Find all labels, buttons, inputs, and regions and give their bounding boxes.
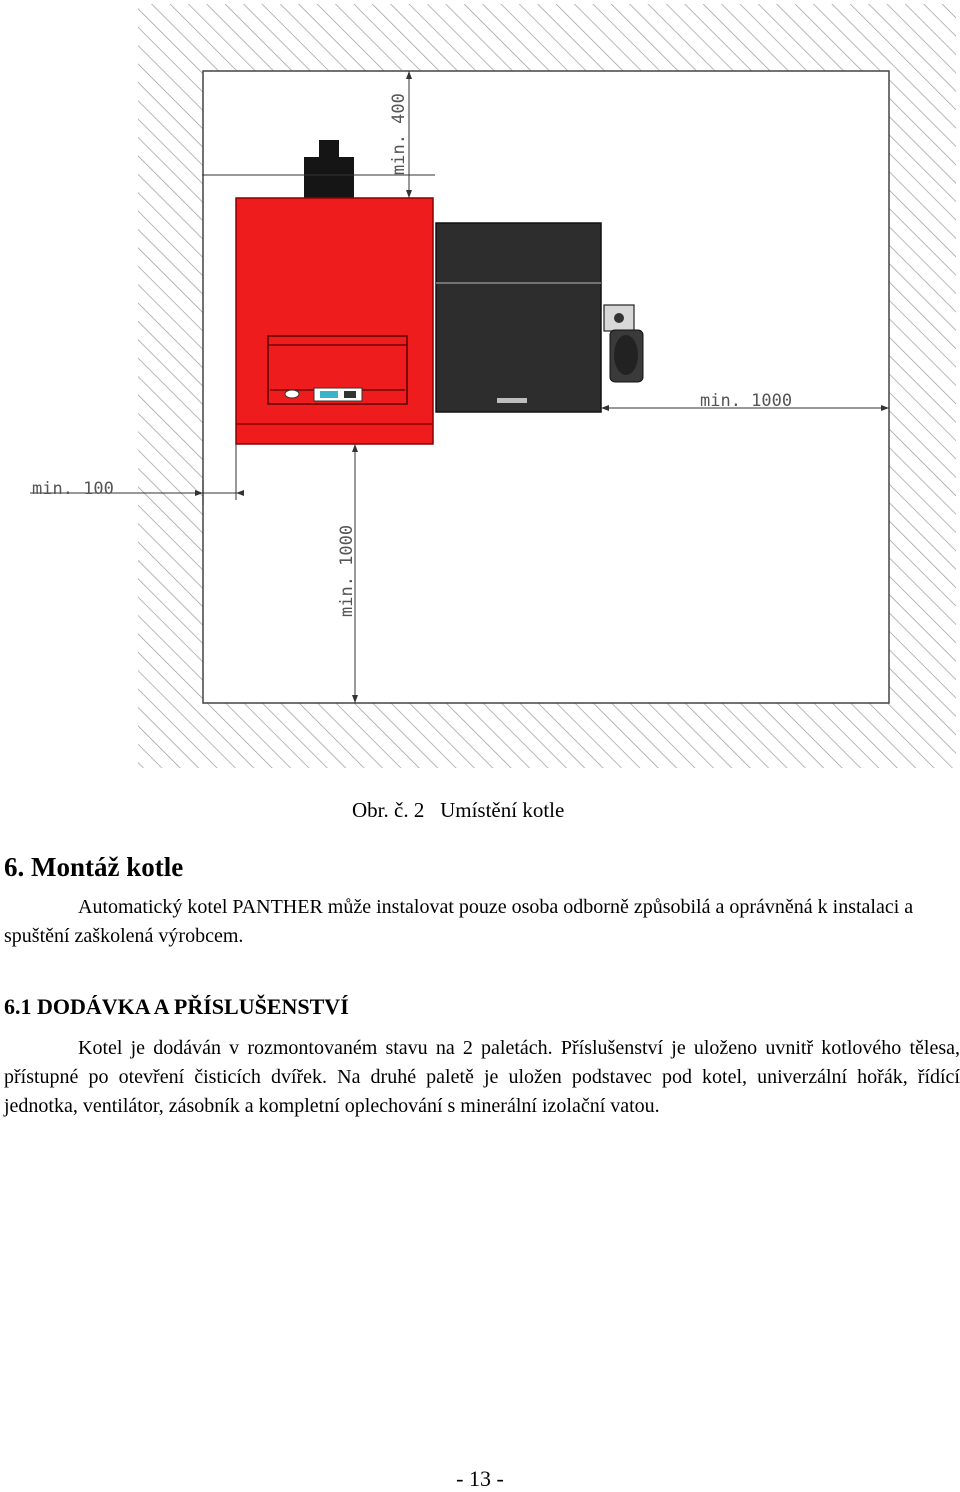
- hopper-handle: [497, 398, 527, 403]
- figure-caption: Obr. č. 2 Umístění kotle: [352, 798, 565, 822]
- dim-label-right: min. 1000: [700, 391, 793, 411]
- flue-collar: [304, 157, 354, 198]
- dim-label-front: min. 1000: [337, 524, 357, 617]
- panel-switch: [285, 390, 299, 398]
- subsection-heading: 6.1 DODÁVKA A PŘÍSLUŠENSTVÍ: [4, 994, 349, 1019]
- fuel-hopper: [436, 223, 601, 412]
- dim-label-left: min. 100: [32, 479, 114, 499]
- subsection-paragraph: Kotel je dodáván v rozmontovaném stavu na 2 paletách. Příslušenství je uloženo uvnitř kotlového tělesa, přístupné po otevření čisticích dvířek. Na druhé paletě je uložen podstavec pod kotel, univerzální hořák, řídící jednotka, ventilátor, zásobník a kompletní oplechování s minerální izolační vatou.: [4, 1037, 960, 1117]
- flue-outlet: [319, 140, 339, 158]
- page-number: - 13 -: [456, 1466, 504, 1491]
- boiler-body: [236, 198, 433, 444]
- section-paragraph: Automatický kotel PANTHER může instalovat pouze osoba odborně způsobilá a oprávněná k instalaci a spuštění zaškolená výrobcem.: [4, 896, 914, 947]
- dim-label-top: min. 400: [389, 93, 409, 175]
- section-heading: 6. Montáž kotle: [4, 852, 184, 882]
